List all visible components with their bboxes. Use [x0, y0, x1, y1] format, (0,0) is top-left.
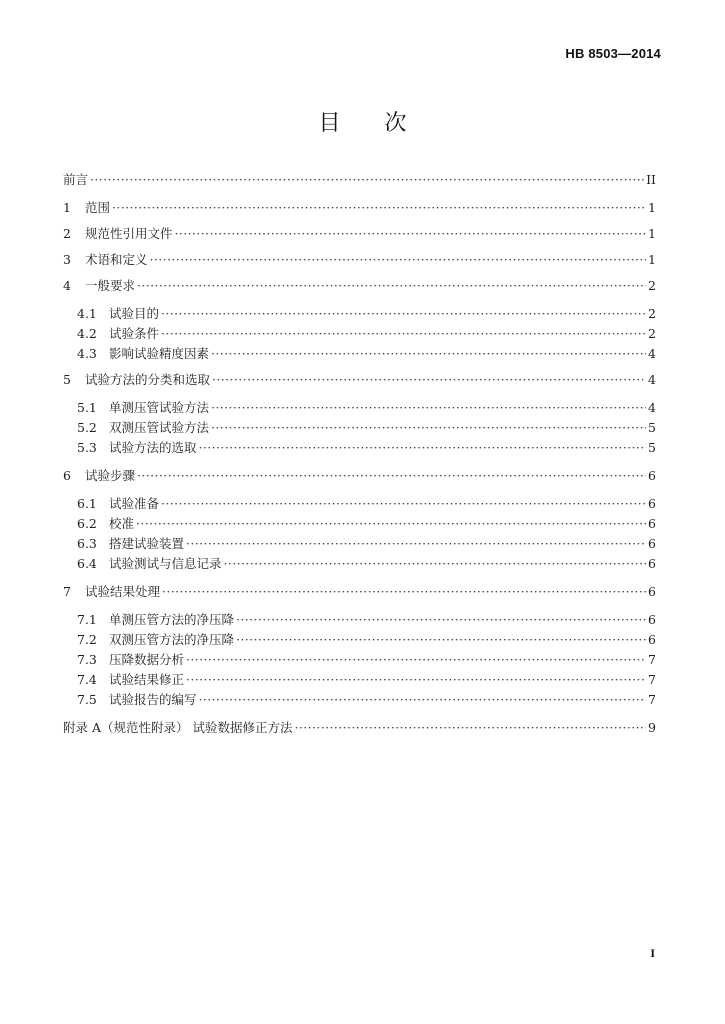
toc-entry-number: 6.4 [77, 556, 97, 571]
toc-entry-number: 7.5 [77, 692, 97, 707]
toc-entry-page: 1 [648, 252, 656, 267]
toc-entry[interactable] [63, 554, 656, 574]
toc-leader-dots [211, 398, 646, 418]
toc-entry[interactable] [63, 466, 656, 486]
toc-entry-number: 5.3 [77, 440, 97, 455]
toc-entry-page: 1 [648, 226, 656, 241]
toc-entry-label: 试验报告的编写 [109, 692, 197, 707]
toc-entry-label: 试验条件 [109, 326, 160, 341]
toc-leader-dots [199, 690, 646, 710]
toc-entry-label: 单测压管方法的净压降 [109, 612, 235, 627]
toc-leader-dots [211, 344, 646, 364]
toc-entry-number: 6.1 [77, 496, 97, 511]
toc-entry-label: 压降数据分析 [109, 652, 185, 667]
toc-leader-dots [150, 250, 646, 270]
toc-entry[interactable] [63, 514, 656, 534]
toc-entry-page: 1 [648, 200, 656, 215]
toc-entry-page: II [646, 172, 656, 187]
toc-entry-label: 规范性引用文件 [85, 226, 173, 241]
toc-leader-dots [175, 224, 646, 244]
toc-entry-number: 4.2 [77, 326, 97, 341]
toc-leader-dots [137, 466, 646, 486]
toc-entry-number: 1 [63, 200, 71, 215]
toc-entry-page: 7 [648, 672, 656, 687]
toc-entry-page: 4 [648, 346, 656, 361]
toc-entry[interactable] [63, 370, 656, 390]
toc-entry-label: 单测压管试验方法 [109, 400, 210, 415]
toc-entry[interactable] [63, 650, 656, 670]
toc-entry-label: 一般要求 [85, 278, 136, 293]
toc-entry-page: 6 [648, 584, 656, 599]
toc-entry[interactable] [63, 610, 656, 630]
toc-entry-number: 5 [63, 372, 71, 387]
toc-entry-number: 4.3 [77, 346, 97, 361]
toc-entry-number: 7.4 [77, 672, 97, 687]
toc-leader-dots [211, 418, 646, 438]
toc-entry[interactable] [63, 398, 656, 418]
toc-entry[interactable] [63, 438, 656, 458]
toc-entry-page: 6 [648, 516, 656, 531]
toc-leader-dots [162, 582, 646, 602]
toc-entry-label: 搭建试验装置 [109, 536, 185, 551]
toc-entry-label: 前言 [63, 172, 89, 187]
toc-entry-label: 试验结果处理 [85, 584, 161, 599]
toc-entry-page: 5 [648, 420, 656, 435]
toc-entry[interactable] [63, 198, 656, 218]
toc-entry-number: 5.2 [77, 420, 97, 435]
toc-entry-page: 4 [648, 372, 656, 387]
toc-entry-page: 6 [648, 468, 656, 483]
toc-entry-number: 5.1 [77, 400, 97, 415]
toc-leader-dots [137, 276, 646, 296]
toc-entry-label: 试验目的 [109, 306, 160, 321]
toc-entry[interactable] [63, 630, 656, 650]
toc-entry[interactable] [63, 276, 656, 296]
toc-entry[interactable] [63, 250, 656, 270]
toc-entry[interactable] [63, 304, 656, 324]
toc-entry-number: 2 [63, 226, 71, 241]
toc-leader-dots [199, 438, 646, 458]
toc-entry-label: 术语和定义 [85, 252, 148, 267]
toc-entry-label: 双测压管试验方法 [109, 420, 210, 435]
toc-entry-label: 试验结果修正 [109, 672, 185, 687]
toc-entry[interactable] [63, 224, 656, 244]
toc-entry-label: 试验方法的选取 [109, 440, 197, 455]
toc-entry-page: 2 [648, 306, 656, 321]
toc-entry-page: 2 [648, 278, 656, 293]
toc-entry-page: 6 [648, 612, 656, 627]
toc-entry[interactable] [63, 344, 656, 364]
toc-entry-page: 5 [648, 440, 656, 455]
toc-entry-label: 校准 [109, 516, 135, 531]
toc-entry[interactable] [63, 534, 656, 554]
toc-entry-page: 7 [648, 692, 656, 707]
standard-number: HB 8503—2014 [565, 46, 661, 61]
toc-entry[interactable] [63, 170, 656, 190]
toc-entry-number: 7.1 [77, 612, 97, 627]
toc-entry-number: 6.2 [77, 516, 97, 531]
toc-entry[interactable] [63, 690, 656, 710]
toc-leader-dots [212, 370, 646, 390]
toc-entry[interactable] [63, 324, 656, 344]
toc-entry-number: 3 [63, 252, 71, 267]
toc-entry-number: 7.2 [77, 632, 97, 647]
toc-leader-dots [112, 198, 646, 218]
toc-leader-dots [161, 324, 646, 344]
toc-entry-label: 附录 A（规范性附录） 试验数据修正方法 [63, 720, 293, 735]
toc-entry-number: 6.3 [77, 536, 97, 551]
toc-leader-dots [136, 514, 646, 534]
toc-leader-dots [161, 304, 646, 324]
toc-entry-label: 双测压管方法的净压降 [109, 632, 235, 647]
toc-entry-page: 4 [648, 400, 656, 415]
toc-entry[interactable] [63, 718, 656, 738]
toc-entry-label: 范围 [85, 200, 111, 215]
toc-entry-page: 6 [648, 496, 656, 511]
toc-entry-page: 7 [648, 652, 656, 667]
toc-entry-page: 6 [648, 632, 656, 647]
page-title: 目次 [318, 111, 451, 136]
toc-leader-dots [186, 534, 646, 554]
toc-entry[interactable] [63, 582, 656, 602]
toc-entry-label: 试验步骤 [85, 468, 136, 483]
toc-entry-label: 试验方法的分类和选取 [85, 372, 211, 387]
toc-entry-label: 影响试验精度因素 [109, 346, 210, 361]
toc-entry-number: 7.3 [77, 652, 97, 667]
toc-entry-label: 试验准备 [109, 496, 160, 511]
toc-entry-page: 6 [648, 556, 656, 571]
toc-entry-number: 6 [63, 468, 71, 483]
toc-entry-page: 2 [648, 326, 656, 341]
toc-leader-dots [186, 650, 646, 670]
toc-entry-page: 9 [648, 720, 656, 735]
footer-page-number: I [650, 946, 655, 960]
toc-leader-dots [236, 610, 646, 630]
toc-entry-number: 4 [63, 278, 71, 293]
toc-entry[interactable] [63, 494, 656, 514]
toc-leader-dots [294, 718, 646, 738]
toc-leader-dots [161, 494, 646, 514]
toc-leader-dots [224, 554, 646, 574]
toc-leader-dots [186, 670, 646, 690]
toc-entry-label: 试验测试与信息记录 [109, 556, 222, 571]
toc-entry-number: 4.1 [77, 306, 97, 321]
toc-leader-dots [90, 170, 644, 190]
toc-entry[interactable] [63, 418, 656, 438]
toc-entry-page: 6 [648, 536, 656, 551]
toc-leader-dots [236, 630, 646, 650]
toc-entry-number: 7 [63, 584, 71, 599]
toc-entry[interactable] [63, 670, 656, 690]
